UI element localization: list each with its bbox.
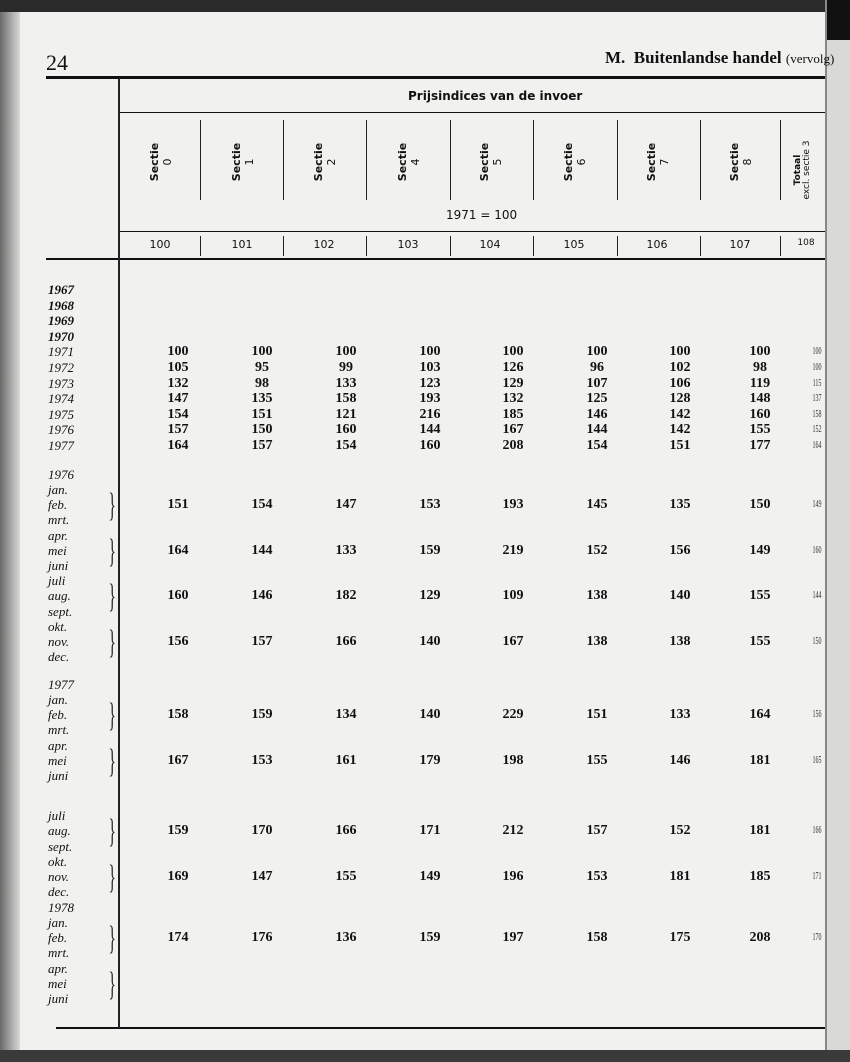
- row-label-month: mrt.: [48, 945, 70, 961]
- table-cell: 138: [586, 588, 608, 604]
- table-cell: 208: [502, 438, 524, 453]
- table-cell: 164: [749, 707, 771, 723]
- table-cell: 198: [502, 752, 524, 768]
- table-cell: 138: [669, 634, 691, 649]
- table-cell: 98: [255, 375, 269, 391]
- table-cell: 119: [749, 375, 771, 391]
- table-cell: 100: [251, 344, 273, 360]
- table-cell: 149: [812, 499, 822, 511]
- column-number: 4: [409, 158, 422, 166]
- column-label: Sectie: [478, 142, 491, 182]
- table-cell: 175: [669, 930, 691, 946]
- table-cell: 154: [335, 438, 357, 453]
- header-bottom-rule: [46, 258, 825, 260]
- row-label-month: dec.: [48, 884, 70, 900]
- table-cell: 146: [669, 752, 691, 768]
- table-cell: 164: [167, 438, 189, 453]
- column-header-1: [230, 112, 256, 212]
- table-cell: 158: [335, 391, 357, 407]
- table-cell: 181: [749, 823, 771, 839]
- column-label: Sectie: [230, 142, 243, 182]
- column-label: Sectie: [645, 142, 658, 182]
- table-cell: 156: [669, 542, 691, 558]
- section-suffix: (vervolg): [785, 51, 835, 66]
- table-cell: 212: [502, 823, 524, 839]
- table-cell: 95: [255, 360, 269, 375]
- table-cell: 151: [669, 438, 691, 453]
- column-label: Sectie: [562, 142, 575, 182]
- table-cell: 123: [419, 375, 441, 391]
- table-cell: 129: [502, 375, 524, 391]
- row-label-month: mei: [48, 542, 67, 558]
- block-year-label: 1978: [48, 900, 74, 915]
- table-cell: 142: [669, 406, 691, 422]
- table-cell: 171: [812, 871, 822, 882]
- table-cell: 102: [669, 360, 691, 375]
- column-divider: [617, 120, 618, 200]
- table-cell: 216: [419, 406, 441, 422]
- table-cell: 160: [167, 588, 189, 604]
- column-divider: [450, 120, 451, 200]
- section-letter: M.: [605, 48, 626, 67]
- quarter-brace: }: [108, 920, 116, 958]
- table-cell: 153: [586, 869, 608, 884]
- table-cell: 170: [251, 823, 273, 839]
- quarter-brace: }: [108, 697, 116, 735]
- quarter-brace: }: [108, 532, 116, 570]
- table-cell: 135: [669, 497, 691, 513]
- table-cell: 153: [251, 752, 273, 768]
- row-label-month: okt.: [48, 618, 68, 634]
- table-cell: 160: [419, 438, 441, 453]
- table-cell: 174: [167, 930, 189, 946]
- row-label-month: jan.: [48, 915, 68, 930]
- table-cell: 197: [502, 930, 524, 946]
- row-label-year: 1968: [48, 297, 74, 313]
- table-cell: 135: [251, 391, 273, 407]
- column-header-8: [794, 120, 812, 220]
- table-title: Prijsindices van de invoer: [408, 89, 583, 103]
- section-title: Buitenlandse handel: [633, 48, 782, 67]
- table-cell: 160: [749, 406, 771, 422]
- row-label-month: okt.: [48, 853, 68, 869]
- column-divider: [700, 236, 701, 256]
- column-header-6: [645, 112, 671, 212]
- table-cell: 155: [335, 869, 357, 884]
- row-label-month: juli: [48, 808, 66, 824]
- table-cell: 150: [749, 497, 771, 513]
- column-code: 108: [797, 238, 815, 248]
- row-label-month: mei: [48, 752, 67, 768]
- table-cell: 181: [749, 752, 771, 768]
- table-cell: 166: [335, 634, 357, 649]
- column-code: 107: [729, 238, 751, 251]
- row-label-month: mei: [48, 975, 67, 991]
- table-cell: 229: [502, 707, 524, 723]
- column-number: 8: [741, 158, 754, 166]
- table-cell: 100: [502, 344, 524, 360]
- row-label-month: nov.: [48, 869, 70, 884]
- table-cell: 140: [419, 634, 441, 649]
- table-cell: 152: [812, 424, 822, 436]
- quarter-brace: }: [108, 859, 116, 896]
- table-cell: 144: [419, 422, 441, 438]
- stub-divider: [118, 78, 120, 1028]
- table-cell: 166: [335, 823, 357, 839]
- table-cell: 154: [586, 438, 608, 453]
- table-cell: 169: [167, 869, 189, 884]
- table-cell: 164: [812, 440, 822, 451]
- row-label-month: feb.: [48, 930, 68, 946]
- table-cell: 100: [335, 344, 357, 360]
- table-cell: 100: [749, 344, 771, 360]
- document-page: [20, 12, 825, 1052]
- table-cell: 156: [167, 634, 189, 649]
- block-year-label: 1976: [48, 467, 74, 482]
- table-cell: 151: [586, 707, 608, 723]
- table-cell: 99: [339, 360, 353, 375]
- column-header-4: [478, 112, 504, 212]
- table-cell: 149: [749, 542, 771, 558]
- table-cell: 125: [586, 391, 608, 407]
- table-cell: 159: [167, 823, 189, 839]
- row-label-year: 1971: [48, 344, 74, 360]
- row-label-year: 1969: [48, 313, 74, 329]
- row-label-month: juli: [48, 573, 66, 589]
- row-label-month: mrt.: [48, 512, 70, 528]
- column-number: 5: [491, 158, 504, 166]
- column-header-5: [562, 112, 588, 212]
- column-code: 103: [397, 238, 419, 251]
- table-cell: 148: [749, 391, 771, 407]
- table-cell: 144: [586, 422, 608, 438]
- column-number: 6: [575, 158, 588, 166]
- table-cell: 146: [586, 406, 608, 422]
- column-number: 0: [161, 158, 174, 166]
- table-cell: 156: [812, 709, 822, 721]
- table-cell: 167: [502, 422, 524, 438]
- row-label-month: juni: [48, 558, 69, 573]
- table-cell: 106: [669, 375, 691, 391]
- table-cell: 140: [669, 588, 691, 604]
- column-divider: [700, 120, 701, 200]
- table-cell: 151: [167, 497, 189, 513]
- row-label-year: 1974: [48, 391, 74, 407]
- table-cell: 149: [419, 869, 441, 884]
- table-cell: 208: [749, 930, 771, 946]
- table-cell: 144: [251, 542, 273, 558]
- column-label: Sectie: [148, 142, 161, 182]
- table-cell: 196: [502, 869, 524, 884]
- scan-edge-bottom: [0, 1050, 850, 1062]
- column-code: 104: [479, 238, 501, 251]
- table-cell: 193: [502, 497, 524, 513]
- quarter-brace: }: [108, 487, 116, 525]
- column-header-0: [148, 112, 174, 212]
- column-label: Sectie: [396, 142, 409, 182]
- column-divider: [283, 120, 284, 200]
- table-cell: 121: [335, 406, 357, 422]
- table-bottom-rule: [56, 1027, 825, 1029]
- column-divider: [283, 236, 284, 256]
- table-cell: 158: [812, 408, 822, 420]
- row-label-year: 1976: [48, 422, 74, 438]
- running-head: [605, 48, 834, 68]
- table-cell: 115: [812, 377, 822, 389]
- table-cell: 128: [669, 391, 691, 407]
- column-header-7: [728, 112, 754, 212]
- column-divider: [450, 236, 451, 256]
- table-cell: 157: [586, 823, 608, 839]
- column-divider: [617, 236, 618, 256]
- column-code: 100: [149, 238, 171, 251]
- table-cell: 136: [335, 930, 357, 946]
- table-cell: 155: [749, 422, 771, 438]
- table-cell: 153: [419, 497, 441, 513]
- block-year-label: 1977: [48, 677, 74, 692]
- table-cell: 193: [419, 391, 441, 407]
- row-label-month: apr.: [48, 960, 68, 976]
- table-cell: 100: [812, 362, 822, 373]
- table-cell: 159: [419, 542, 441, 558]
- table-cell: 181: [669, 869, 691, 884]
- table-cell: 147: [167, 391, 189, 407]
- table-cell: 179: [419, 752, 441, 768]
- row-label-year: 1977: [48, 438, 74, 453]
- table-cell: 165: [812, 754, 822, 766]
- table-cell: 166: [812, 825, 822, 837]
- row-label-month: feb.: [48, 497, 68, 513]
- table-cell: 182: [335, 588, 357, 604]
- table-cell: 155: [749, 634, 771, 649]
- table-cell: 132: [167, 375, 189, 391]
- quarter-brace: }: [108, 578, 116, 616]
- table-cell: 185: [502, 406, 524, 422]
- table-cell: 144: [812, 590, 822, 602]
- table-cell: 98: [753, 360, 767, 375]
- table-cell: 147: [335, 497, 357, 513]
- table-cell: 159: [419, 930, 441, 946]
- table-cell: 152: [669, 823, 691, 839]
- title-rule: [118, 112, 825, 113]
- adjacent-page-edge: [825, 0, 850, 1062]
- table-cell: 126: [502, 360, 524, 375]
- table-cell: 164: [167, 542, 189, 558]
- column-code: 106: [646, 238, 668, 251]
- column-divider: [780, 120, 781, 200]
- table-cell: 157: [167, 422, 189, 438]
- table-cell: 160: [812, 544, 822, 556]
- row-label-month: jan.: [48, 692, 68, 707]
- base-rule: [118, 231, 825, 232]
- table-cell: 105: [167, 360, 189, 375]
- column-label: Totaal: [793, 154, 803, 186]
- table-cell: 154: [251, 497, 273, 513]
- table-cell: 100: [167, 344, 189, 360]
- table-cell: 157: [251, 634, 273, 649]
- table-cell: 109: [502, 588, 524, 604]
- table-cell: 151: [251, 406, 273, 422]
- column-divider: [366, 236, 367, 256]
- table-cell: 155: [586, 752, 608, 768]
- table-cell: 176: [251, 930, 273, 946]
- table-cell: 138: [586, 634, 608, 649]
- column-divider: [533, 236, 534, 256]
- column-header-3: [396, 112, 422, 212]
- row-label-month: apr.: [48, 737, 68, 753]
- row-label-month: nov.: [48, 634, 70, 649]
- table-cell: 103: [419, 360, 441, 375]
- column-number: 2: [325, 158, 338, 166]
- column-divider: [533, 120, 534, 200]
- row-label-month: mrt.: [48, 722, 70, 738]
- scan-edge-top: [0, 0, 850, 12]
- column-divider: [366, 120, 367, 200]
- table-cell: 100: [812, 346, 822, 358]
- index-base: 1971 = 100: [446, 208, 518, 222]
- row-label-month: sept.: [48, 603, 73, 619]
- table-cell: 145: [586, 497, 608, 513]
- table-cell: 170: [812, 932, 822, 944]
- table-cell: 157: [251, 438, 273, 453]
- column-code: 101: [231, 238, 253, 251]
- row-label-year: 1975: [48, 406, 74, 422]
- column-label: Sectie: [728, 142, 741, 182]
- row-label-month: feb.: [48, 707, 68, 723]
- table-cell: 137: [812, 393, 822, 405]
- table-cell: 158: [167, 707, 189, 723]
- row-label-month: aug.: [48, 823, 71, 839]
- table-cell: 161: [335, 752, 357, 768]
- table-cell: 158: [586, 930, 608, 946]
- table-cell: 100: [669, 344, 691, 360]
- table-cell: 185: [749, 869, 771, 884]
- table-cell: 160: [335, 422, 357, 438]
- table-cell: 146: [251, 588, 273, 604]
- row-label-month: apr.: [48, 527, 68, 543]
- row-label-month: jan.: [48, 482, 68, 497]
- quarter-brace: }: [108, 965, 116, 1003]
- table-cell: 133: [335, 375, 357, 391]
- row-label-month: sept.: [48, 838, 73, 854]
- row-label-month: aug.: [48, 588, 71, 604]
- table-cell: 154: [167, 406, 189, 422]
- page-number: 24: [46, 50, 68, 75]
- quarter-brace: }: [108, 742, 116, 780]
- table-cell: 132: [502, 391, 524, 407]
- table-cell: 129: [419, 588, 441, 604]
- table-cell: 167: [502, 634, 524, 649]
- row-label-year: 1972: [48, 360, 74, 375]
- table-cell: 147: [251, 869, 273, 884]
- column-code: 105: [563, 238, 585, 251]
- row-label-month: dec.: [48, 649, 70, 665]
- column-label: Sectie: [312, 142, 325, 182]
- row-label-year: 1973: [48, 375, 74, 391]
- table-cell: 140: [419, 707, 441, 723]
- column-number: 7: [658, 158, 671, 166]
- quarter-brace: }: [108, 624, 116, 661]
- table-cell: 150: [812, 636, 822, 647]
- row-label-year: 1970: [48, 328, 74, 344]
- table-cell: 100: [419, 344, 441, 360]
- table-cell: 100: [586, 344, 608, 360]
- column-divider: [200, 236, 201, 256]
- table-cell: 219: [502, 542, 524, 558]
- table-cell: 152: [586, 542, 608, 558]
- column-number: 1: [243, 158, 256, 166]
- table-cell: 96: [590, 360, 604, 375]
- table-cell: 159: [251, 707, 273, 723]
- column-header-2: [312, 112, 338, 212]
- row-label-month: juni: [48, 768, 69, 783]
- book-binding: [0, 0, 20, 1062]
- row-label-month: juni: [48, 991, 69, 1006]
- top-rule: [46, 76, 825, 79]
- table-cell: 142: [669, 422, 691, 438]
- table-cell: 134: [335, 707, 357, 723]
- table-cell: 150: [251, 422, 273, 438]
- table-cell: 133: [335, 542, 357, 558]
- column-code: 102: [313, 238, 335, 251]
- column-number: excl. sectie 3: [802, 140, 812, 200]
- table-cell: 155: [749, 588, 771, 604]
- column-divider: [200, 120, 201, 200]
- table-cell: 177: [749, 438, 771, 453]
- column-divider: [780, 236, 781, 256]
- table-cell: 107: [586, 375, 608, 391]
- quarter-brace: }: [108, 813, 116, 851]
- table-cell: 167: [167, 752, 189, 768]
- table-cell: 171: [419, 823, 441, 839]
- row-label-year: 1967: [48, 282, 74, 297]
- table-cell: 133: [669, 707, 691, 723]
